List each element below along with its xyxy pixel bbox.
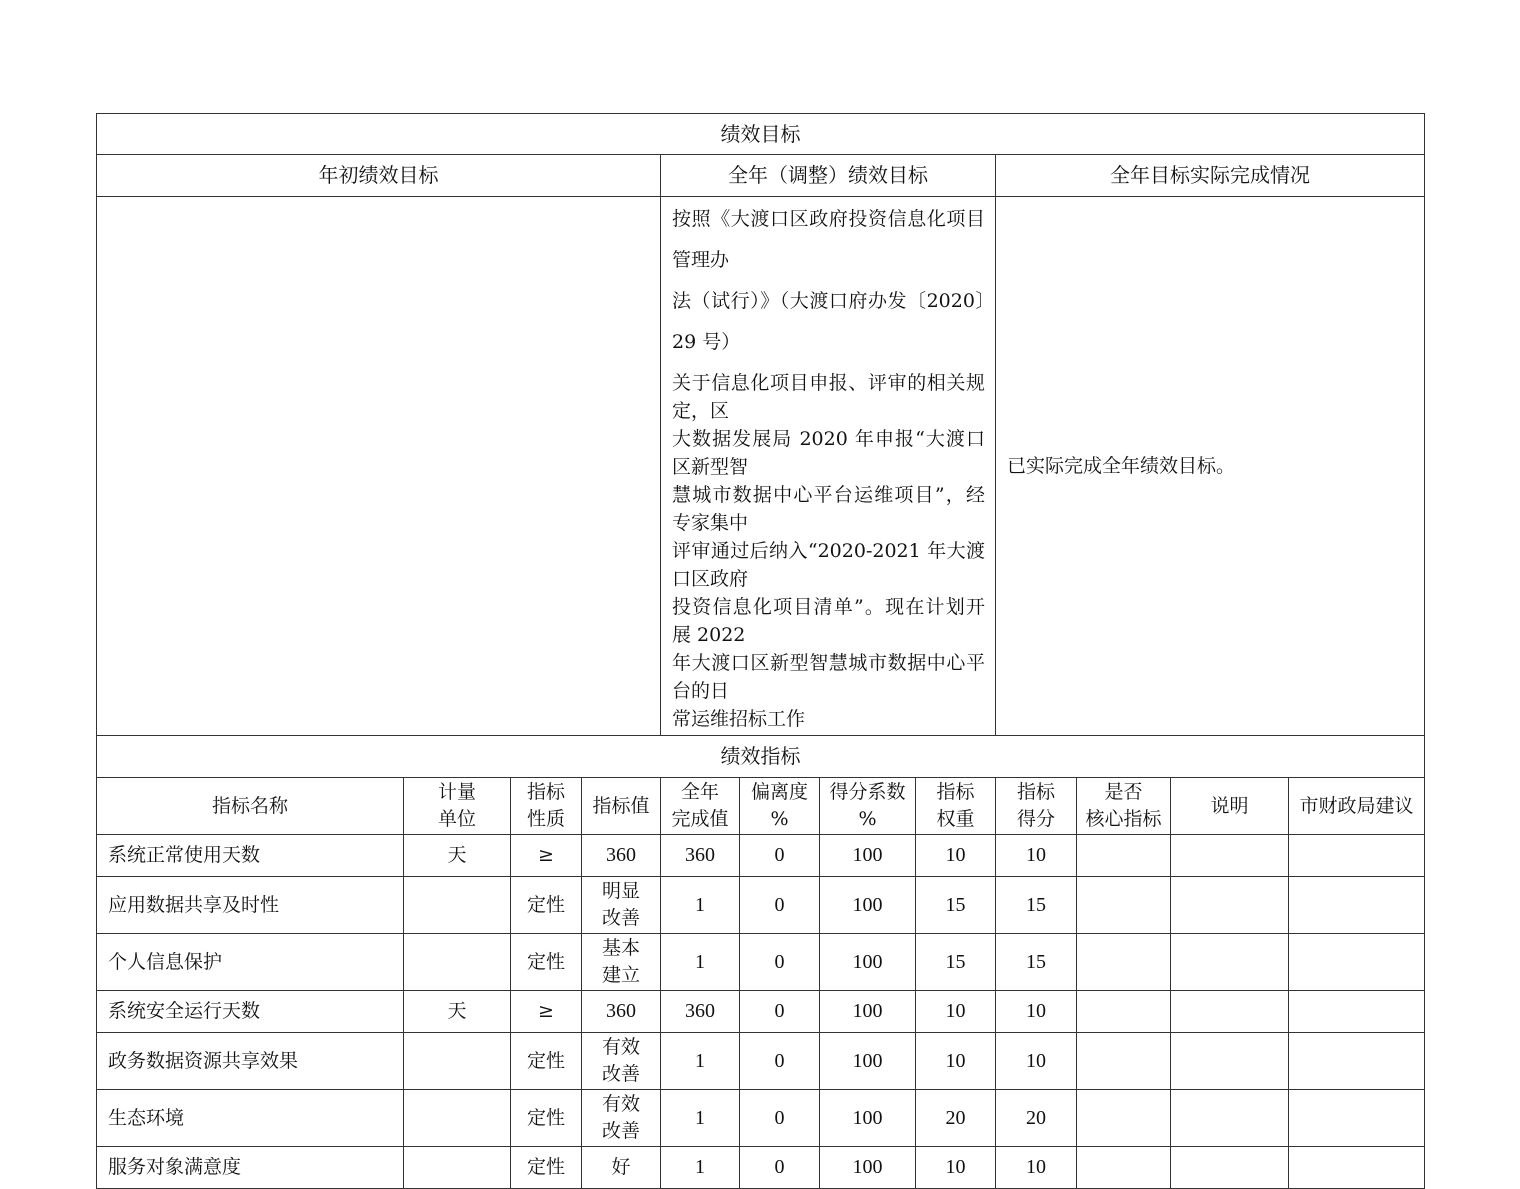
indicator-advice [1289,835,1425,877]
indicator-row [97,991,1425,1033]
header-unit: 计量 单位 [404,778,511,835]
indicator-name: 服务对象满意度 [97,1147,404,1189]
indicator-value [582,1090,661,1147]
indicator-name: 政务数据资源共享效果 [97,1033,404,1090]
indicator-advice [1289,877,1425,934]
indicator-value-line: 明显 [601,880,640,902]
indicator-deviation: 0 [740,1090,820,1147]
indicator-completed: 360 [661,835,740,877]
indicator-completed: 1 [661,877,740,934]
indicator-deviation: 0 [740,835,820,877]
indicator-coefficient: 100 [820,1033,916,1090]
header-value: 指标值 [582,778,661,835]
adjusted-goal-line: 常运维招标工作 [672,708,806,730]
indicator-deviation: 0 [740,1147,820,1189]
indicator-advice [1289,1090,1425,1147]
header-core-indicator: 是否 核心指标 [1077,778,1171,835]
indicator-note [1171,877,1289,934]
indicator-note [1171,1090,1289,1147]
indicator-coefficient: 100 [820,877,916,934]
indicator-value-line: 有效 [601,1093,640,1115]
indicator-core [1077,1090,1171,1147]
performance-table [96,113,1425,1189]
indicator-completed: 360 [661,991,740,1033]
header-score-coefficient: 得分系数 % [820,778,916,835]
indicator-deviation: 0 [740,991,820,1033]
indicator-core [1077,1147,1171,1189]
indicator-value [582,835,661,877]
indicator-weight: 10 [916,1147,996,1189]
indicator-deviation: 0 [740,1033,820,1090]
indicator-value [582,991,661,1033]
indicator-name: 个人信息保护 [97,934,404,991]
indicator-row [97,835,1425,877]
adjusted-goal-text [661,197,996,736]
indicator-weight: 10 [916,835,996,877]
indicator-value-line: 360 [606,844,636,866]
indicator-row [97,1147,1425,1189]
indicator-value-line: 基本 [601,937,640,959]
indicators-section-title: 绩效指标 [97,736,1425,778]
indicator-coefficient: 100 [820,991,916,1033]
indicator-unit [404,877,511,934]
indicator-header-row [97,778,1425,835]
indicator-value-line: 有效 [601,1036,640,1058]
indicator-unit: 天 [404,991,511,1033]
indicator-advice [1289,934,1425,991]
indicator-core [1077,835,1171,877]
indicator-name: 系统安全运行天数 [97,991,404,1033]
indicator-core [1077,877,1171,934]
indicator-weight: 15 [916,877,996,934]
col-adjusted-goal: 全年（调整）绩效目标 [661,155,996,197]
indicator-weight: 10 [916,1033,996,1090]
indicator-value-line: 改善 [601,907,640,929]
indicator-value-line: 建立 [601,964,640,986]
indicator-score: 20 [996,1090,1077,1147]
indicator-value-line: 360 [606,1000,636,1022]
indicator-nature: 定性 [511,1033,582,1090]
goals-section-title: 绩效目标 [97,114,1425,155]
indicator-value-line: 改善 [601,1063,640,1085]
indicator-nature: 定性 [511,1147,582,1189]
indicator-score: 10 [996,991,1077,1033]
indicator-note [1171,1147,1289,1189]
indicator-core [1077,934,1171,991]
indicator-nature: ≥ [511,835,582,877]
indicator-unit [404,1033,511,1090]
indicator-value [582,877,661,934]
indicator-name: 生态环境 [97,1090,404,1147]
adjusted-goal-line: 投资信息化项目清单”。现在计划开展 2022 [672,596,985,646]
indicator-nature: 定性 [511,877,582,934]
initial-goal-cell [97,197,661,736]
indicator-weight: 20 [916,1090,996,1147]
indicator-score: 15 [996,877,1077,934]
col-initial-goal: 年初绩效目标 [97,155,661,197]
indicator-row [97,934,1425,991]
indicator-unit: 天 [404,835,511,877]
header-deviation: 偏离度 % [740,778,820,835]
performance-document [96,113,1424,1189]
adjusted-goal-line: 法（试行）》（大渡口府办发〔2020〕29 号） [672,290,985,353]
adjusted-goal-line: 评审通过后纳入“2020-2021 年大渡口区政府 [672,540,985,590]
adjusted-goal-line: 年大渡口区新型智慧城市数据中心平台的日 [672,652,985,702]
indicator-weight: 15 [916,934,996,991]
header-indicator-name: 指标名称 [97,778,404,835]
actual-completion-text: 已实际完成全年绩效目标。 [996,197,1425,736]
indicator-coefficient: 100 [820,1147,916,1189]
indicator-nature: 定性 [511,934,582,991]
indicator-row [97,877,1425,934]
header-nature: 指标 性质 [511,778,582,835]
indicator-name: 应用数据共享及时性 [97,877,404,934]
indicator-note [1171,934,1289,991]
adjusted-goal-line: 慧城市数据中心平台运维项目”，经专家集中 [672,484,985,534]
indicator-unit [404,1147,511,1189]
indicator-value [582,1147,661,1189]
indicator-note [1171,991,1289,1033]
indicator-score: 10 [996,1033,1077,1090]
adjusted-goal-line: 大数据发展局 2020 年申报“大渡口区新型智 [672,428,985,478]
header-weight: 指标 权重 [916,778,996,835]
indicator-completed: 1 [661,1147,740,1189]
indicator-unit [404,934,511,991]
header-score: 指标 得分 [996,778,1077,835]
indicator-core [1077,991,1171,1033]
indicator-row [97,1090,1425,1147]
indicator-nature: 定性 [511,1090,582,1147]
indicator-note [1171,1033,1289,1090]
indicator-completed: 1 [661,1033,740,1090]
header-note: 说明 [1171,778,1289,835]
indicator-score: 15 [996,934,1077,991]
indicator-advice [1289,1147,1425,1189]
header-finance-advice: 市财政局建议 [1289,778,1425,835]
col-actual-completion: 全年目标实际完成情况 [996,155,1425,197]
indicator-core [1077,1033,1171,1090]
indicator-advice [1289,991,1425,1033]
indicator-completed: 1 [661,1090,740,1147]
indicator-value [582,934,661,991]
indicator-nature: ≥ [511,991,582,1033]
indicator-score: 10 [996,1147,1077,1189]
indicator-coefficient: 100 [820,835,916,877]
indicator-coefficient: 100 [820,934,916,991]
indicator-advice [1289,1033,1425,1090]
indicator-note [1171,835,1289,877]
indicator-value-line: 好 [611,1156,631,1178]
indicator-completed: 1 [661,934,740,991]
indicator-coefficient: 100 [820,1090,916,1147]
indicator-value [582,1033,661,1090]
indicator-value-line: 改善 [601,1120,640,1142]
header-completed: 全年 完成值 [661,778,740,835]
indicator-score: 10 [996,835,1077,877]
indicator-deviation: 0 [740,877,820,934]
indicator-row [97,1033,1425,1090]
indicator-weight: 10 [916,991,996,1033]
adjusted-goal-line: 按照《大渡口区政府投资信息化项目管理办 [672,208,985,271]
indicator-unit [404,1090,511,1147]
indicator-deviation: 0 [740,934,820,991]
adjusted-goal-line: 关于信息化项目申报、评审的相关规定，区 [672,372,985,422]
indicator-name: 系统正常使用天数 [97,835,404,877]
